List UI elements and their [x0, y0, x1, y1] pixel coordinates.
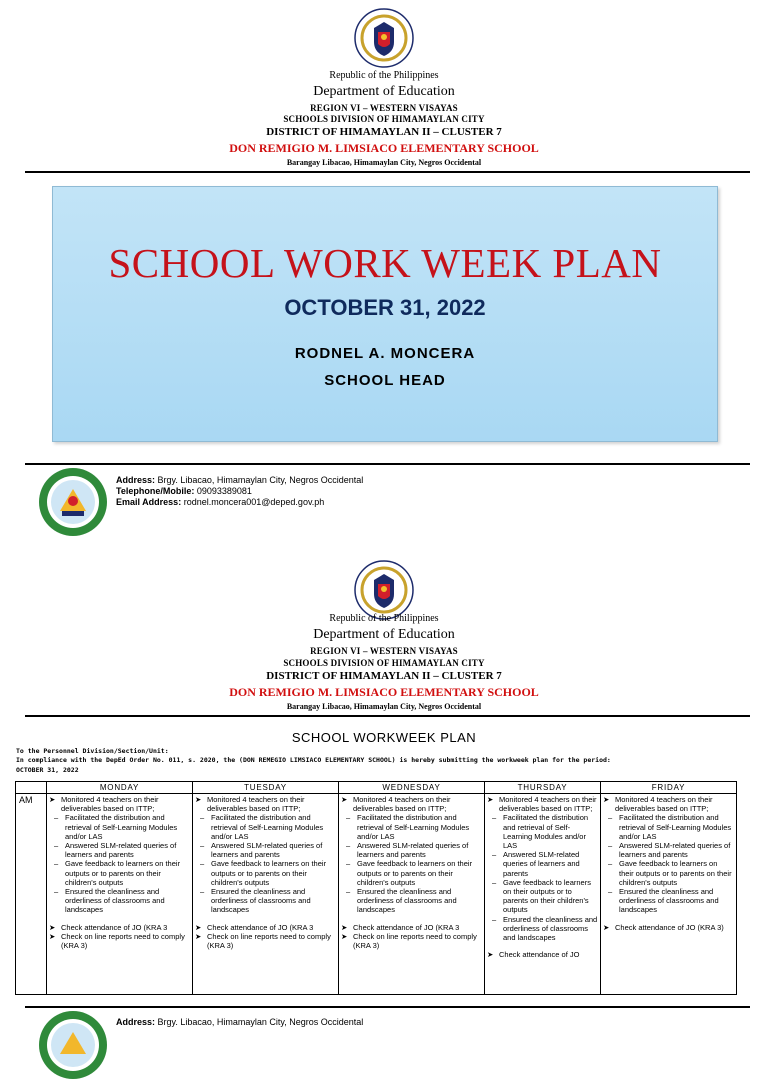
intro-line-2: In compliance with the DepEd Order No. 011, s. 2020, the (DON REMEGIO LIMSIACO ELEMENTARY SCHOOL) is hereby submitting the workweek plan for the period:	[16, 756, 611, 764]
school-head-name: RODNEL A. MONCERA	[294, 345, 476, 362]
deped-seal-icon	[354, 8, 414, 68]
list-item: ➤ Monitored 4 teachers on their deliverables based on ITTP;	[487, 795, 597, 814]
period-am: AM	[16, 794, 47, 995]
list-item: ➤ Monitored 4 teachers on their deliverables based on ITTP;	[49, 795, 159, 814]
district-line: DISTRICT OF HIMAMAYLAN II – CLUSTER 7	[266, 126, 502, 138]
district-line: DISTRICT OF HIMAMAYLAN II – CLUSTER 7	[266, 670, 502, 682]
footer-divider	[25, 1006, 750, 1008]
arrow-bullet-icon: ➤	[603, 922, 610, 932]
list-item: – Facilitated the distribution and retrieval of Self-Learning Modules and/or LAS	[346, 813, 470, 841]
day-header-tuesday: TUESDAY	[193, 782, 339, 794]
school-name: DON REMIGIO M. LIMSIACO ELEMENTARY SCHOOL	[229, 141, 539, 155]
arrow-bullet-icon: ➤	[487, 950, 494, 960]
list-item: ➤ Check attendance of JO (KRA 3	[195, 922, 314, 932]
school-head-role: SCHOOL HEAD	[324, 372, 446, 389]
arrow-bullet-icon: ➤	[603, 795, 610, 804]
arrow-bullet-icon: ➤	[49, 931, 56, 941]
list-item: – Answered SLM-related queries of learners and parents	[346, 841, 469, 860]
period-header	[16, 782, 47, 794]
address-value: Brgy. Libacao, Himamaylan City, Negros Occidental	[157, 475, 364, 485]
list-item: – Facilitated the distribution and retrieval of Self-Learning Modules and/or LAS	[54, 813, 178, 841]
tuesday-cell	[193, 794, 339, 995]
header-divider	[25, 715, 750, 717]
phone-value: 09093389081	[196, 486, 252, 496]
intro-line-1: To the Personnel Division/Section/Unit:	[16, 747, 169, 755]
list-item: – Gave feedback to learners on their outputs or to parents on their children's outputs	[54, 859, 181, 887]
header-divider	[25, 171, 750, 173]
list-item: ➤ Check on line reports need to comply (KRA 3)	[195, 931, 331, 951]
list-item: – Gave feedback to learners on their outputs or to parents on their children's outputs	[200, 859, 327, 887]
arrow-bullet-icon: ➤	[195, 795, 202, 804]
list-item: – Answered SLM-related queries of learners and parents	[54, 841, 177, 860]
address-value: Brgy. Libacao, Himamaylan City, Negros Occidental	[157, 1017, 364, 1027]
monday-cell	[47, 794, 193, 995]
division-line: SCHOOLS DIVISION OF HIMAMAYLAN CITY	[283, 114, 485, 124]
thursday-cell	[485, 794, 601, 995]
school-logo-icon	[38, 1010, 108, 1080]
contact-block	[116, 475, 363, 508]
division-line: SCHOOLS DIVISION OF HIMAMAYLAN CITY	[283, 658, 485, 668]
list-item: – Gave feedback to learners on their outputs or to parents on their children's outputs	[346, 859, 473, 887]
list-item: – Answered SLM-related queries of learners and parents	[200, 841, 323, 860]
arrow-bullet-icon: ➤	[195, 931, 202, 941]
workweek-table	[15, 781, 737, 995]
address-label: Address:	[116, 1017, 156, 1027]
deped-seal-icon	[354, 560, 414, 620]
address-label: Address:	[116, 475, 156, 485]
arrow-bullet-icon: ➤	[49, 922, 56, 932]
list-item: – Ensured the cleanliness and orderliness of classrooms and landscapes	[200, 887, 311, 915]
arrow-bullet-icon: ➤	[341, 931, 348, 941]
table-header-row	[16, 782, 737, 794]
arrow-bullet-icon: ➤	[341, 922, 348, 932]
department-line: Department of Education	[313, 84, 455, 99]
arrow-bullet-icon: ➤	[195, 922, 202, 932]
list-item: – Ensured the cleanliness and orderliness of classrooms and landscapes	[54, 887, 165, 915]
list-item: – Answered SLM-related queries of learners and parents	[608, 841, 731, 860]
list-item: – Facilitated the distribution and retrieval of Self-Learning Modules and/or LAS	[492, 813, 589, 851]
school-logo-icon	[38, 467, 108, 537]
intro-line-3: OCTOBER 31, 2022	[16, 766, 79, 774]
list-item: ➤ Check on line reports need to comply (KRA 3)	[49, 931, 185, 951]
plan-title: SCHOOL WORKWEEK PLAN	[291, 730, 477, 745]
list-item: – Ensured the cleanliness and orderliness of classrooms and landscapes	[608, 887, 719, 915]
table-row	[16, 794, 737, 995]
banner-date: OCTOBER 31, 2022	[284, 295, 486, 320]
list-item: ➤ Check on line reports need to comply (KRA 3)	[341, 931, 477, 951]
footer-divider	[25, 463, 750, 465]
day-header-friday: FRIDAY	[601, 782, 737, 794]
day-header-thursday: THURSDAY	[485, 782, 601, 794]
list-item: ➤ Monitored 4 teachers on their deliverables based on ITTP;	[603, 795, 713, 814]
banner-title: SCHOOL WORK WEEK PLAN	[108, 240, 662, 286]
list-item: – Gave feedback to learners on their outputs or to parents on their children's outputs	[608, 859, 732, 887]
email-value: rodnel.moncera001@deped.gov.ph	[183, 497, 325, 507]
list-item: – Answered SLM-related queries of learners and parents	[492, 850, 580, 878]
email-label: Email Address:	[116, 497, 182, 507]
list-item: ➤ Monitored 4 teachers on their deliverables based on ITTP;	[341, 795, 451, 814]
list-item: ➤ Check attendance of JO	[487, 950, 580, 960]
list-item: – Ensured the cleanliness and orderliness of classrooms and landscapes	[492, 914, 598, 943]
arrow-bullet-icon: ➤	[487, 795, 494, 804]
list-item: – Facilitated the distribution and retrieval of Self-Learning Modules and/or LAS	[608, 813, 732, 841]
department-line: Department of Education	[313, 627, 455, 642]
list-item: ➤ Check attendance of JO (KRA 3	[49, 922, 168, 932]
school-name: DON REMIGIO M. LIMSIACO ELEMENTARY SCHOOL	[229, 685, 539, 699]
arrow-bullet-icon: ➤	[49, 795, 56, 804]
cover-banner	[52, 186, 718, 442]
list-item: ➤ Check attendance of JO (KRA 3	[341, 922, 460, 932]
arrow-bullet-icon: ➤	[341, 795, 348, 804]
friday-cell	[601, 794, 737, 995]
phone-label: Telephone/Mobile:	[116, 486, 195, 496]
region-line: REGION VI – WESTERN VISAYAS	[310, 646, 458, 656]
wednesday-cell	[339, 794, 485, 995]
barangay-line: Barangay Libacao, Himamaylan City, Negros Occidental	[286, 158, 482, 167]
day-header-wednesday: WEDNESDAY	[339, 782, 485, 794]
barangay-line: Barangay Libacao, Himamaylan City, Negros Occidental	[286, 702, 482, 711]
republic-line: Republic of the Philippines	[329, 613, 439, 624]
list-item: – Ensured the cleanliness and orderliness of classrooms and landscapes	[346, 887, 457, 915]
list-item: ➤ Monitored 4 teachers on their deliverables based on ITTP;	[195, 795, 305, 814]
region-line: REGION VI – WESTERN VISAYAS	[310, 103, 458, 113]
list-item: – Gave feedback to learners on their outputs or to parents on their children's outputs	[492, 877, 591, 915]
list-item: – Facilitated the distribution and retrieval of Self-Learning Modules and/or LAS	[200, 813, 324, 841]
list-item: ➤ Check attendance of JO (KRA 3)	[603, 922, 724, 932]
contact-block	[116, 1017, 363, 1028]
republic-line: Republic of the Philippines	[329, 70, 439, 81]
day-header-monday: MONDAY	[47, 782, 193, 794]
